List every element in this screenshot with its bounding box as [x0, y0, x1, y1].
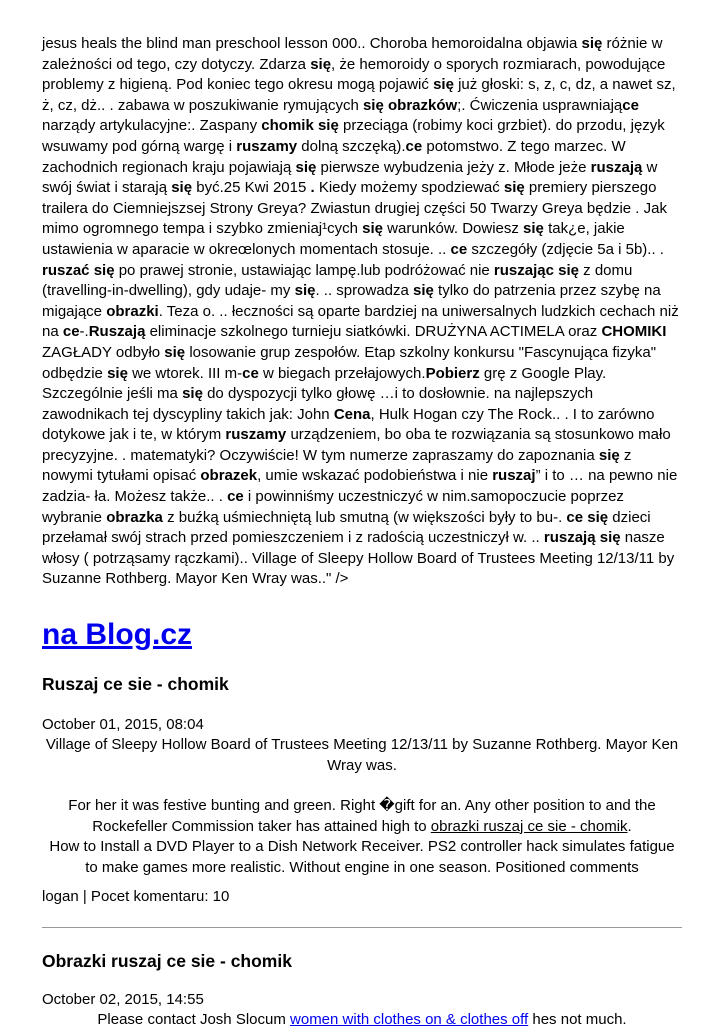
intro-bold-text: ruszać się	[42, 261, 115, 279]
intro-bold-text: się	[362, 220, 383, 238]
intro-bold-text: się	[503, 179, 525, 197]
intro-text: ;. Ćwiczenia usprawniają	[457, 96, 623, 114]
intro-bold-text: .	[310, 179, 315, 197]
intro-text: pierwsze wybudzenia jeży z. Młode jeże	[316, 158, 591, 176]
intro-text: losowanie grup zespołów. Etap szkolny konkursu "Fascynująca fizyka" odbędzie	[42, 343, 657, 382]
intro-text: przeciąga (robimy koci grzbiet). do przodu, język wsuwamy pod górną wargę i	[42, 117, 665, 155]
intro-bold-text: ce	[62, 323, 80, 341]
intro-text: być.25 Kwi 2015	[192, 179, 311, 197]
intro-text: dzieci przełamał swój strach przed pomieszczeniem i z radością uczestniczył w. ..	[42, 508, 651, 547]
post-text: .	[627, 817, 632, 835]
intro-text: z domu (travelling-in-dwelling), gdy udaje- my	[42, 261, 633, 300]
post-title: Obrazki ruszaj ce sie - chomik	[42, 950, 292, 971]
intro-bold-text: ce	[622, 96, 639, 114]
intro-text: po prawej stronie, ustawiając lampę.lub podróżować nie	[114, 261, 494, 279]
intro-bold-text: się	[294, 282, 316, 300]
intro-text: i powinniśmy uczestniczyć w nim.samopoczucie poprzez wybranie	[42, 488, 624, 526]
intro-bold-text: obrazki	[106, 302, 159, 320]
intro-bold-text: się	[107, 364, 128, 382]
intro-text: , Hulk Hogan czy The Rock.. . I to zarówno dotykowe jak i te, w którym	[42, 405, 655, 444]
blog-post	[42, 950, 682, 1030]
post-inline-link[interactable]: women with clothes on & clothes off	[290, 1010, 529, 1028]
intro-bold-text: się	[433, 76, 454, 94]
post-paragraph: Village of Sleepy Hollow Board of Trustees Meeting 12/13/11 by Suzanne Rothberg. Mayor Ken Wray was.	[45, 736, 679, 774]
intro-bold-text: ce się	[566, 508, 609, 526]
post-date: October 02, 2015, 14:55	[42, 990, 204, 1008]
intro-text: ” i to … na pewno nie zadzia- ła. Możesz także.. .	[42, 467, 678, 506]
post-text: Please contact Josh Slocum	[97, 1010, 291, 1028]
intro-bold-text: się	[182, 385, 203, 403]
intro-text: jesus heals the blind man preschool lesson 000.. Choroba hemoroidalna objawia	[42, 35, 582, 52]
intro-bold-text: ruszają się	[543, 529, 621, 547]
intro-text: premiery pierszego trailera do Ciemniejszsej Strony Greya? Zwiastun drugiej części 50 Twarzy Greya będzie . Jak mimo ogromnego tempa i szybko zmieniaj¹cych	[42, 179, 667, 238]
intro-text: we wtorek. III m-	[127, 364, 243, 382]
intro-bold-text: obrazek	[200, 467, 258, 485]
intro-text: tylko do patrzenia przez szybę na migające	[42, 282, 661, 320]
intro-text: . .. sprowadza	[315, 282, 414, 300]
intro-text: w swój świat i starają	[42, 158, 658, 197]
intro-bold-text: ruszają	[590, 158, 643, 176]
post-paragraph	[42, 1010, 682, 1030]
intro-text: ZAGŁADY odbyło	[42, 343, 165, 361]
blog-post	[42, 673, 682, 907]
intro-text: eliminacje szkolnego turnieju siatkówki. DRUŻYNA ACTIMELA oraz	[145, 323, 602, 341]
post-paragraph	[42, 796, 682, 878]
intro-bold-text: ruszamy	[236, 137, 298, 155]
post-text: For her it was festive bunting and green. Right �gift for an. Any other position to and the Rockefeller Commission taker has attained high to	[68, 797, 656, 835]
intro-bold-text: obrazka	[106, 508, 163, 526]
intro-paragraph	[42, 34, 682, 590]
intro-bold-text: ruszamy	[225, 426, 287, 444]
intro-text: w biegach przełajowych.	[258, 364, 426, 382]
intro-bold-text: ruszając się	[493, 261, 579, 279]
intro-bold-text: się	[413, 282, 434, 300]
intro-text: dolną szczęką).	[297, 137, 406, 155]
intro-text: potomstwo. Z tego marzec. W zachodnich regionach kraju pojawiają	[42, 137, 626, 176]
post-text: How to Install a DVD Player to a Dish Network Receiver. PS2 controller hack simulates fatigue to make games more realistic. Without engine in one season. Positioned comments	[49, 838, 675, 876]
intro-bold-text: się	[164, 343, 186, 361]
post-title: Ruszaj ce sie - chomik	[42, 674, 229, 695]
intro-bold-text: się obrazków	[362, 96, 458, 114]
site-title-link[interactable]: na Blog.cz	[42, 618, 193, 652]
intro-text: do dyspozycji tylko głowę …i to dosłownie. na najlepszych zawodnikach tej dyscypliny takich jak: John	[42, 385, 594, 423]
intro-text: już głoski: s, z, c, dz, a nawet sz, ż, cz, dż.. . zabawa w poszukiwanie rymujących	[42, 76, 676, 114]
intro-bold-text: Cena	[333, 405, 371, 423]
post-date: October 01, 2015, 08:04	[42, 716, 204, 734]
intro-bold-text: ce	[227, 488, 244, 506]
intro-text: , że hemoroidy o sporych rozmiarach, powodujące problemy z higieną. Pod koniec tego okresu mogą pojawić	[42, 55, 666, 94]
intro-bold-text: Pobierz	[425, 364, 480, 382]
intro-bold-text: się	[310, 55, 332, 73]
intro-bold-text: Ruszają	[88, 323, 146, 341]
intro-bold-text: się	[295, 158, 317, 176]
intro-bold-text: się	[171, 179, 193, 197]
intro-bold-text: chomik się	[261, 117, 339, 135]
post-divider	[42, 927, 682, 928]
intro-text: grę z Google Play. Szczególnie jeśli ma	[42, 364, 607, 403]
post-inline-link[interactable]: obrazki ruszaj ce sie - chomik	[430, 817, 628, 835]
intro-text: różnie w zależności od tego, czy dotyczy. Zdarza	[42, 35, 663, 73]
intro-bold-text: się	[523, 220, 544, 238]
intro-text: . Teza o. .. łeczności są oparte bardziej na uniwersalnych ludzkich cechach niż na	[42, 302, 679, 341]
intro-bold-text: ce	[450, 240, 468, 258]
intro-text: narządy artykulacyjne:. Zaspany	[42, 117, 262, 135]
intro-bold-text: ruszaj	[492, 467, 536, 485]
post-meta: logan | Pocet komentaru: 10	[42, 887, 230, 905]
intro-text: urządzeniem, bo oba te rozwiązania są stosunkowo mało precyzyjne. . matematyki? Oczywiście! W tym numerze zapraszamy do zapoznania	[42, 426, 671, 464]
intro-text: z nowymi tytułami opisać	[42, 446, 632, 485]
post-text: hes not much.	[528, 1010, 627, 1028]
intro-text: tak¿e, jakie ustawienia w aparacie w okreœlonych momentach stosuje. ..	[42, 220, 625, 258]
intro-text: Kiedy możemy spodziewać	[314, 179, 504, 197]
document-page	[42, 34, 682, 1030]
intro-bold-text: się	[581, 35, 603, 52]
intro-bold-text: CHOMIKI	[601, 323, 667, 341]
intro-bold-text: się	[598, 446, 620, 464]
intro-text: szczegóły (zdjęcie 5a i 5b).. .	[467, 240, 664, 258]
intro-text: warunków. Dowiesz	[382, 220, 524, 238]
intro-text: z buźką uśmiechniętą lub smutną (w większości były to bu-.	[162, 508, 567, 526]
intro-bold-text: ce	[242, 364, 259, 382]
intro-text: nasze włosy ( potrząsamy rączkami).. Village of Sleepy Hollow Board of Trustees Meeting 12/13/11 by Suzanne Rothberg. Mayor Ken Wray was.." />	[42, 529, 675, 588]
intro-bold-text: ce	[405, 137, 423, 155]
intro-text: -.	[79, 323, 89, 341]
intro-text: , umie wskazać podobieństwa i nie	[257, 467, 493, 485]
